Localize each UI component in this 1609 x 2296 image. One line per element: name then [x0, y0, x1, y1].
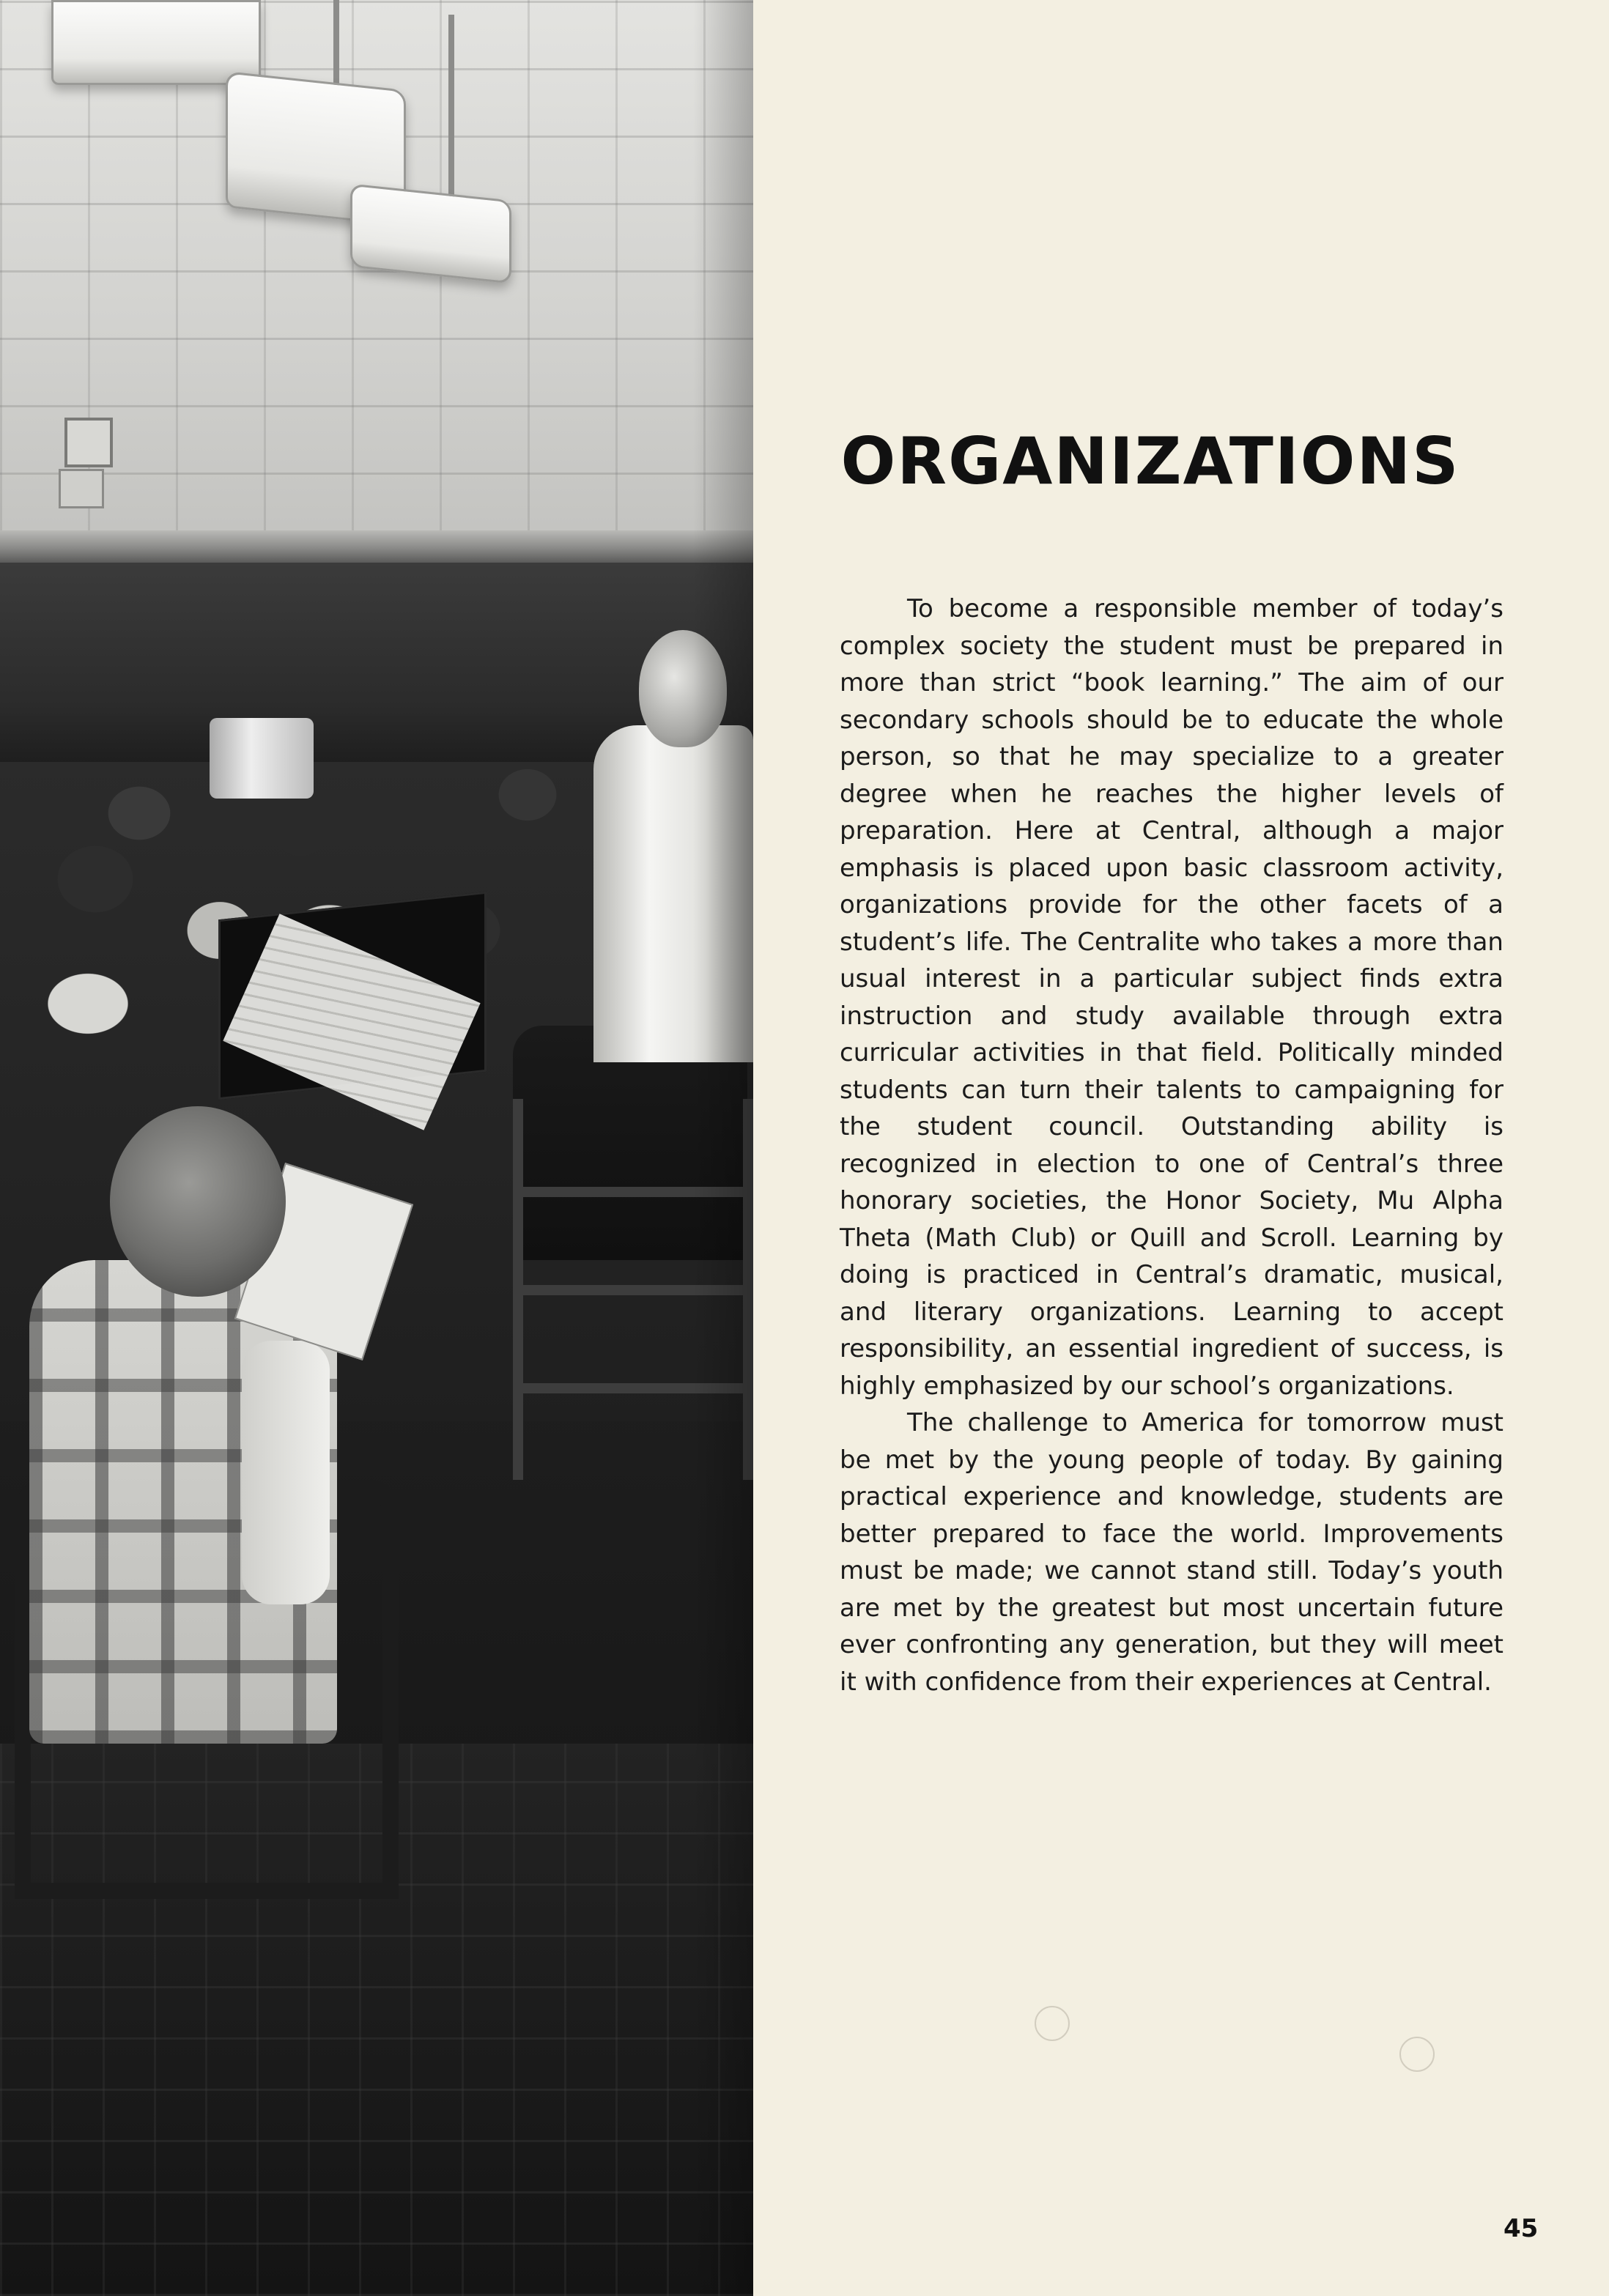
- page-title: ORGANIZATIONS: [840, 423, 1460, 499]
- band-rehearsal-photo: [0, 0, 753, 2296]
- page-number: 45: [1503, 2214, 1539, 2243]
- photo-edge: [0, 0, 753, 2296]
- paper-speck: [1035, 2006, 1070, 2041]
- body-text: [840, 590, 1503, 1700]
- paragraph: The challenge to America for tomorrow must be met by the young people of today. By gaining practical experience and knowledge, students are better prepared to face the world. Improvements must be made; we cannot stand still. Today’s youth are met by the greatest but most uncertain future ever confronting any generation, but they will meet it with confidence from their experiences at Central.: [840, 1408, 1503, 1697]
- paper-speck: [1399, 2037, 1435, 2072]
- paragraph: To become a responsible member of today’s complex society the student must be prepared in more than strict “book learning.” The aim of our secondary schools should be to educate the whole person, so that he may specialize to a greater degree when he reaches the higher levels of preparation. Here at Central, although a major emphasis is placed upon basic classroom activity, organizations provide for the other facets of a student’s life. The Centralite who takes a more than usual interest in a particular subject finds extra instruction and study available through extra curricular activities in that field. Politically minded students can turn their talents to campaigning for the student council. Outstanding ability is recognized in election to one of Central’s three honorary societies, the Honor Society, Mu Alpha Theta (Math Club) or Quill and Scroll. Learning by doing is practiced in Central’s dramatic, musical, and literary organizations. Learning to accept responsibility, an essential ingredient of success, is highly emphasized by our school’s organizations.: [840, 594, 1503, 1401]
